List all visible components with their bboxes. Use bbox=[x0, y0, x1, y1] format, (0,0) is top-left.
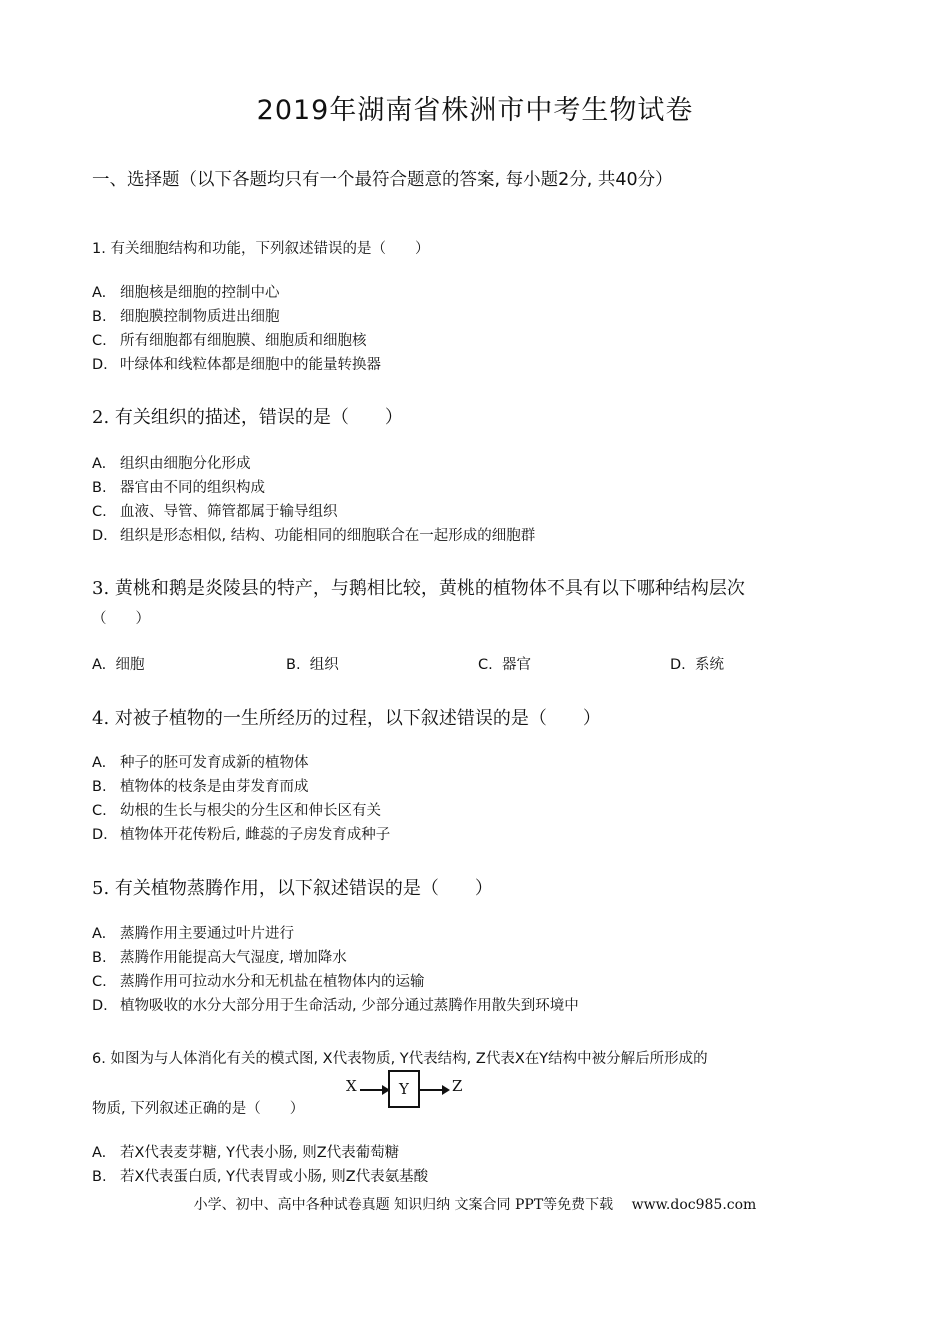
question-5-option-b: B. 蒸腾作用能提高大气湿度, 增加降水 bbox=[92, 950, 347, 966]
question-4-option-d: D. 植物体开花传粉后, 雌蕊的子房发育成种子 bbox=[92, 827, 391, 843]
question-6-stem: 6. 如图为与人体消化有关的模式图, X代表物质, Y代表结构, Z代表X在Y结构中被分解后所形成的 bbox=[92, 1051, 708, 1067]
question-3-option-a: A. 细胞 bbox=[92, 657, 145, 673]
page-title: 2019年湖南省株洲市中考生物试卷 bbox=[256, 95, 694, 126]
question-1-option-a: A. 细胞核是细胞的控制中心 bbox=[92, 285, 280, 301]
question-2-option-d: D. 组织是形态相似, 结构、功能相同的细胞联合在一起形成的细胞群 bbox=[92, 528, 536, 544]
question-2-option-c: C. 血液、导管、筛管都属于输导组织 bbox=[92, 504, 338, 520]
question-3-stem-cont: （ ） bbox=[92, 611, 150, 627]
question-6-option-b: B. 若X代表蛋白质, Y代表胃或小肠, 则Z代表氨基酸 bbox=[92, 1169, 429, 1185]
question-2-stem: 2. 有关组织的描述，错误的是（ ） bbox=[92, 407, 403, 428]
diagram-y-box: Y bbox=[388, 1070, 420, 1108]
question-5-option-d: D. 植物吸收的水分大部分用于生命活动, 少部分通过蒸腾作用散失到环境中 bbox=[92, 998, 579, 1014]
question-4-option-a: A. 种子的胚可发育成新的植物体 bbox=[92, 755, 309, 771]
question-1-option-b: B. 细胞膜控制物质进出细胞 bbox=[92, 309, 280, 325]
question-3-stem: 3. 黄桃和鹅是炎陵县的特产，与鹅相比较，黄桃的植物体不具有以下哪种结构层次 bbox=[92, 578, 745, 599]
question-2-option-b: B. 器官由不同的组织构成 bbox=[92, 480, 265, 496]
arrow-right-icon bbox=[360, 1083, 390, 1097]
diagram-x-label: X bbox=[346, 1077, 357, 1095]
question-1-option-d: D. 叶绿体和线粒体都是细胞中的能量转换器 bbox=[92, 357, 381, 373]
question-6-stem-cont: 物质, 下列叙述正确的是（ ） bbox=[92, 1101, 305, 1117]
question-6-option-a: A. 若X代表麦芽糖, Y代表小肠, 则Z代表葡萄糖 bbox=[92, 1145, 400, 1161]
question-3-option-b: B. 组织 bbox=[286, 657, 339, 673]
question-3-option-c: C. 器官 bbox=[478, 657, 531, 673]
question-5-option-a: A. 蒸腾作用主要通过叶片进行 bbox=[92, 926, 294, 942]
question-5-option-c: C. 蒸腾作用可拉动水分和无机盐在植物体内的运输 bbox=[92, 974, 425, 990]
question-3-option-d: D. 系统 bbox=[670, 657, 724, 673]
diagram-z-label: Z bbox=[452, 1077, 463, 1095]
question-2-option-a: A. 组织由细胞分化形成 bbox=[92, 456, 251, 472]
question-5-stem: 5. 有关植物蒸腾作用，以下叙述错误的是（ ） bbox=[92, 878, 493, 899]
question-1-option-c: C. 所有细胞都有细胞膜、细胞质和细胞核 bbox=[92, 333, 367, 349]
question-4-stem: 4. 对被子植物的一生所经历的过程，以下叙述错误的是（ ） bbox=[92, 708, 601, 729]
question-4-option-c: C. 幼根的生长与根尖的分生区和伸长区有关 bbox=[92, 803, 381, 819]
section-heading: 一、选择题（以下各题均只有一个最符合题意的答案, 每小题2分, 共40分） bbox=[92, 170, 673, 190]
question-4-option-b: B. 植物体的枝条是由芽发育而成 bbox=[92, 779, 309, 795]
footer-note: 小学、初中、高中各种试卷真题 知识归纳 文案合同 PPT等免费下载 www.doc985.com bbox=[193, 1197, 757, 1213]
arrow-right-icon bbox=[420, 1083, 450, 1097]
question-1-stem: 1. 有关细胞结构和功能，下列叙述错误的是（ ） bbox=[92, 241, 430, 257]
